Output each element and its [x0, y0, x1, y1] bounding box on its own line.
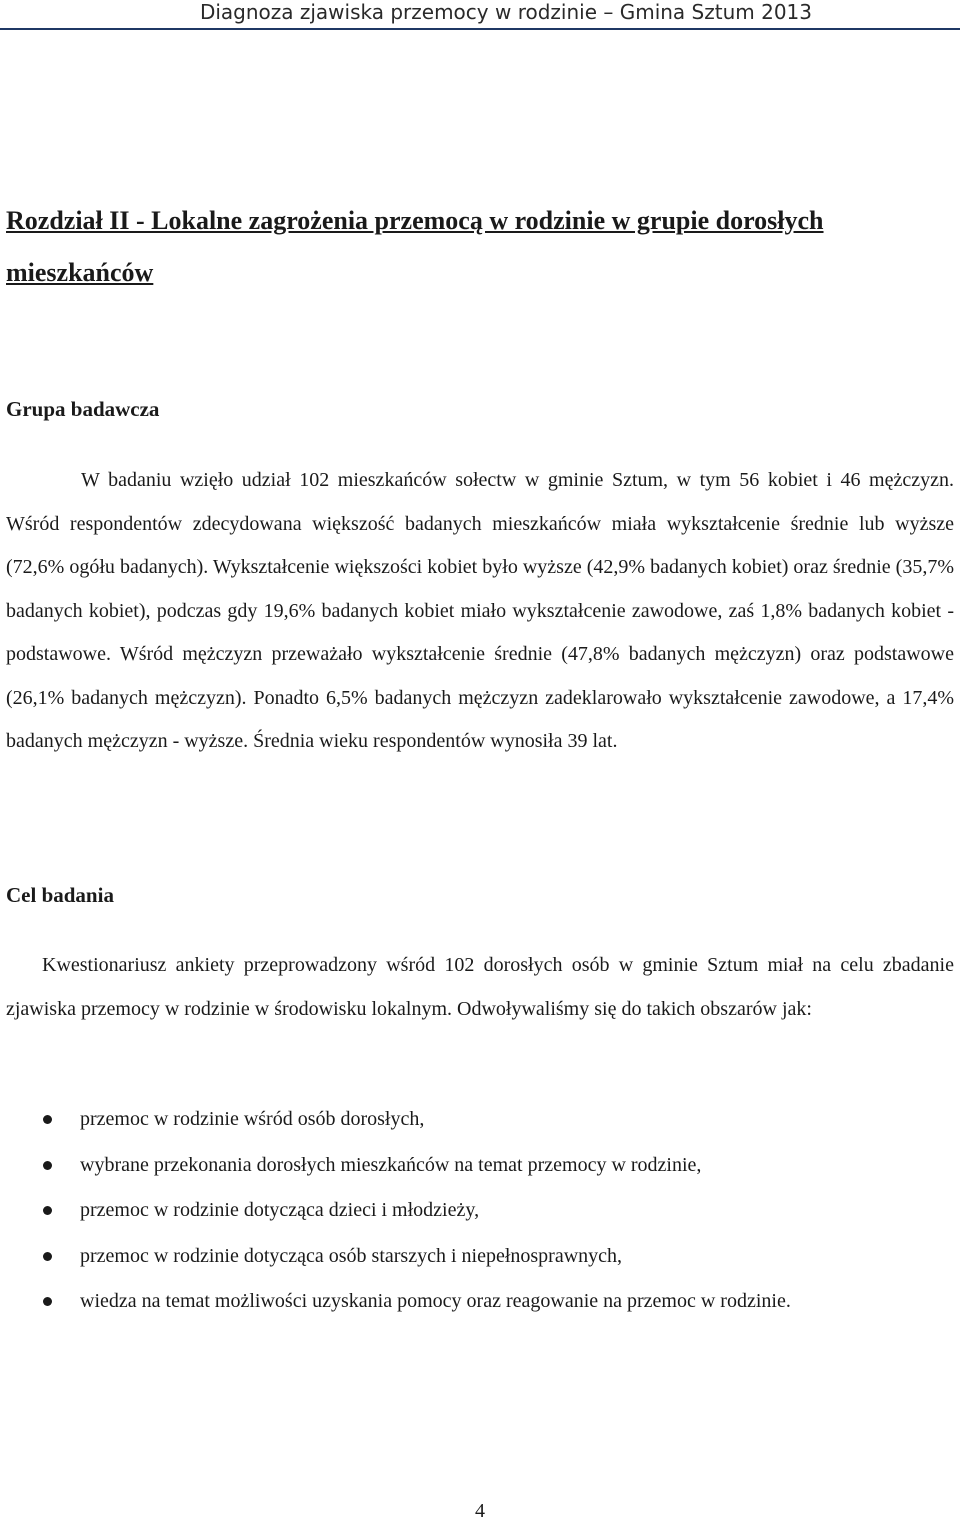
- bullet-icon: [43, 1252, 52, 1261]
- research-group-paragraph: W badaniu wzięło udział 102 mieszkańców sołectw w gminie Sztum, w tym 56 kobiet i 46 mężczyzn. Wśród respondentów zdecydowana większość badanych mieszkańców miała wykształcenie średnie lub wyższe (72,6% ogółu badanych). Wykształcenie większości kobiet było wyższe (42,9% badanych kobiet) oraz średnie (35,7% badanych kobiet), podczas gdy 19,6% badanych kobiet miało wykształcenie zawodowe, zaś 1,8% badanych kobiet - podstawowe. Wśród mężczyzn przeważało wykształcenie średnie (47,8% badanych mężczyzn) oraz podstawowe (26,1% badanych mężczyzn). Ponadto 6,5% badanych mężczyzn zadeklarowało wykształcenie zawodowe, a 17,4% badanych mężczyzn - wyższe. Średnia wieku respondentów wynosiła 39 lat.: [6, 469, 954, 752]
- bullet-icon: [43, 1297, 52, 1306]
- list-item: [0, 1280, 956, 1324]
- running-header-title: Diagnoza zjawiska przemocy w rodzinie – Gmina Sztum 2013: [199, 0, 812, 24]
- research-goal-paragraph: Kwestionariusz ankiety przeprowadzony wśród 102 dorosłych osób w gminie Sztum miał na celu zbadanie zjawiska przemocy w rodzinie w środowisku lokalnym. Odwoływaliśmy się do takich obszarów jak:: [6, 954, 954, 1020]
- bullet-icon: [43, 1115, 52, 1124]
- chapter-title: Rozdział II - Lokalne zagrożenia przemocą w rodzinie w grupie dorosłych mieszkańców: [6, 206, 824, 287]
- list-item-text: przemoc w rodzinie wśród osób dorosłych,: [80, 1108, 425, 1130]
- bullet-icon: [43, 1161, 52, 1170]
- list-item-text: przemoc w rodzinie dotycząca dzieci i młodzieży,: [80, 1199, 480, 1221]
- list-item-text: wiedza na temat możliwości uzyskania pomocy oraz reagowanie na przemoc w rodzinie.: [80, 1290, 791, 1312]
- list-item: [0, 1098, 956, 1142]
- list-item: [0, 1235, 956, 1279]
- list-item-text: wybrane przekonania dorosłych mieszkańców na temat przemocy w rodzinie,: [80, 1153, 702, 1176]
- running-header: [0, 0, 960, 30]
- list-item: [0, 1189, 956, 1233]
- list-item: [0, 1144, 956, 1188]
- section-heading-research-group: Grupa badawcza: [6, 397, 160, 421]
- page-number: 4: [475, 1500, 485, 1522]
- section-heading-research-goal: Cel badania: [6, 883, 114, 907]
- list-item-text: przemoc w rodzinie dotycząca osób starszych i niepełnosprawnych,: [80, 1244, 623, 1267]
- bullet-icon: [43, 1206, 52, 1215]
- research-areas-list: [0, 1098, 956, 1326]
